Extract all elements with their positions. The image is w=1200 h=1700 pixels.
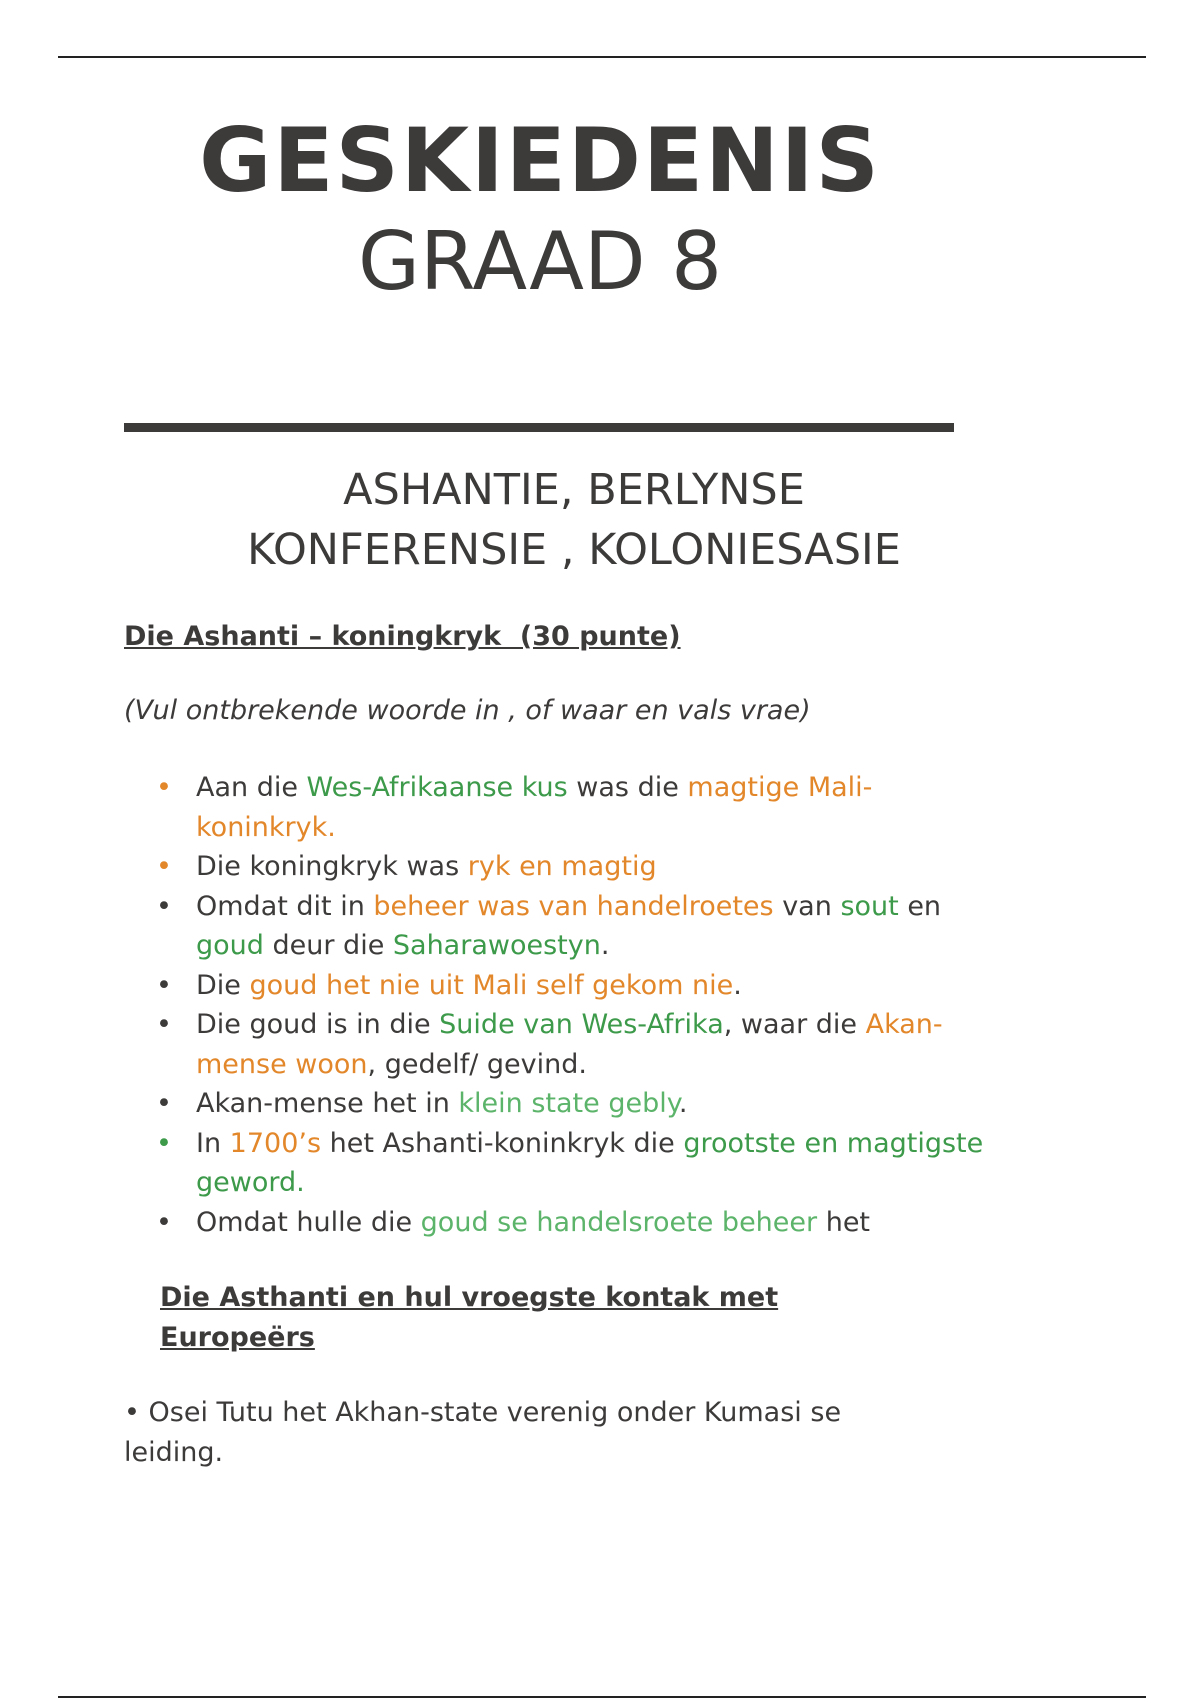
bullet-text-segment: Die koningkryk was — [196, 851, 468, 882]
bullet-dot-icon: • — [156, 1206, 172, 1238]
topic-line-2: KONFERENSIE , KOLONIESASIE — [247, 525, 901, 575]
top-rule — [58, 56, 1146, 58]
bullet-text-segment: Saharawoestyn — [392, 930, 601, 961]
bullet-item — [124, 887, 984, 966]
bullet-item — [124, 847, 984, 887]
bullet-item — [124, 1084, 984, 1124]
bullet-text-segment: , waar die — [723, 1009, 866, 1040]
bullet-text-segment: Omdat hulle die — [196, 1206, 421, 1238]
document-title: GESKIEDENIS — [199, 109, 881, 212]
bullet-dot-icon: • — [156, 1127, 172, 1159]
bullet-text-segment: In — [196, 1127, 230, 1159]
bullet-dot-icon: • — [156, 1009, 172, 1040]
bullet-text-segment: Suide van Wes-Afrika — [439, 1009, 724, 1040]
topic-heading — [124, 460, 1024, 580]
instruction-text: (Vul ontbrekende woorde in , of waar en vals vrae) — [124, 695, 811, 726]
bullet-item — [124, 1005, 984, 1084]
bullet-text-segment: was die — [567, 772, 688, 803]
topic-line-1: ASHANTIE, BERLYNSE — [343, 465, 805, 515]
bullet-text-segment: , gedelf/ gevind. — [367, 1048, 587, 1080]
bullet-item — [124, 1203, 984, 1243]
bullet-dot-icon: • — [156, 1088, 172, 1119]
section-heading-ashanti: Die Ashanti – koningkryk (30 punte) — [124, 621, 681, 652]
bullet-text-segment: Wes-Afrikaanse kus — [306, 772, 568, 803]
bottom-rule — [58, 1696, 1146, 1698]
bullet-text-segment: goud het nie uit Mali self gekom nie — [249, 969, 734, 1001]
bullet-item — [124, 1124, 984, 1203]
bullet-text-segment: klein state gebly — [458, 1088, 679, 1119]
bullet-text-segment: magtige Mali-koninkryk. — [196, 772, 873, 843]
bullet-text-segment: Aan die — [196, 772, 307, 803]
bullet-text-segment: 1700’s — [229, 1127, 322, 1159]
bullet-dot-icon: • — [156, 851, 172, 882]
bullet-text-segment: sout — [840, 890, 899, 922]
title-divider — [124, 423, 954, 432]
bullet-text-segment: Akan-mense het in — [196, 1088, 459, 1119]
bullet-text-segment: beheer was van handelroetes — [373, 890, 774, 922]
section-heading-european-contact: Die Asthanti en hul vroegste kontak met Europeërs — [160, 1282, 779, 1353]
bullet-text-segment: Die goud is in die — [196, 1009, 440, 1040]
bullet-list — [124, 768, 984, 1242]
bullet-text-segment: van — [773, 890, 841, 922]
bullet-text-segment: deur die — [263, 930, 393, 961]
bullet-text-segment: goud — [196, 930, 264, 961]
bullet-text-segment: grootste en magtigste geword. — [196, 1127, 984, 1198]
bullet-dot-icon: • — [156, 969, 172, 1001]
bullet-text-segment: het — [817, 1206, 871, 1238]
bullet-dot-icon: • — [156, 772, 172, 803]
paragraph-osei-tutu: • Osei Tutu het Akhan-state verenig onder Kumasi se leiding. — [124, 1397, 842, 1468]
bullet-text-segment: . — [678, 1088, 688, 1119]
bullet-text-segment: ryk en magtig — [467, 851, 657, 882]
grade-subtitle: GRAAD 8 — [358, 215, 722, 308]
bullet-item — [124, 768, 984, 847]
bullet-text-segment: Omdat dit in — [196, 890, 374, 922]
bullet-item — [124, 966, 984, 1006]
bullet-text-segment: . — [733, 969, 742, 1001]
bullet-text-segment: Akan-mense woon — [196, 1009, 943, 1080]
bullet-text-segment: goud se handelsroete beheer — [420, 1206, 818, 1238]
bullet-text-segment: het Ashanti-koninkryk die — [321, 1127, 684, 1159]
bullet-text-segment: Die — [196, 969, 250, 1001]
bullet-text-segment: . — [600, 930, 610, 961]
bullet-text-segment: en — [898, 890, 942, 922]
bullet-dot-icon: • — [156, 890, 172, 922]
